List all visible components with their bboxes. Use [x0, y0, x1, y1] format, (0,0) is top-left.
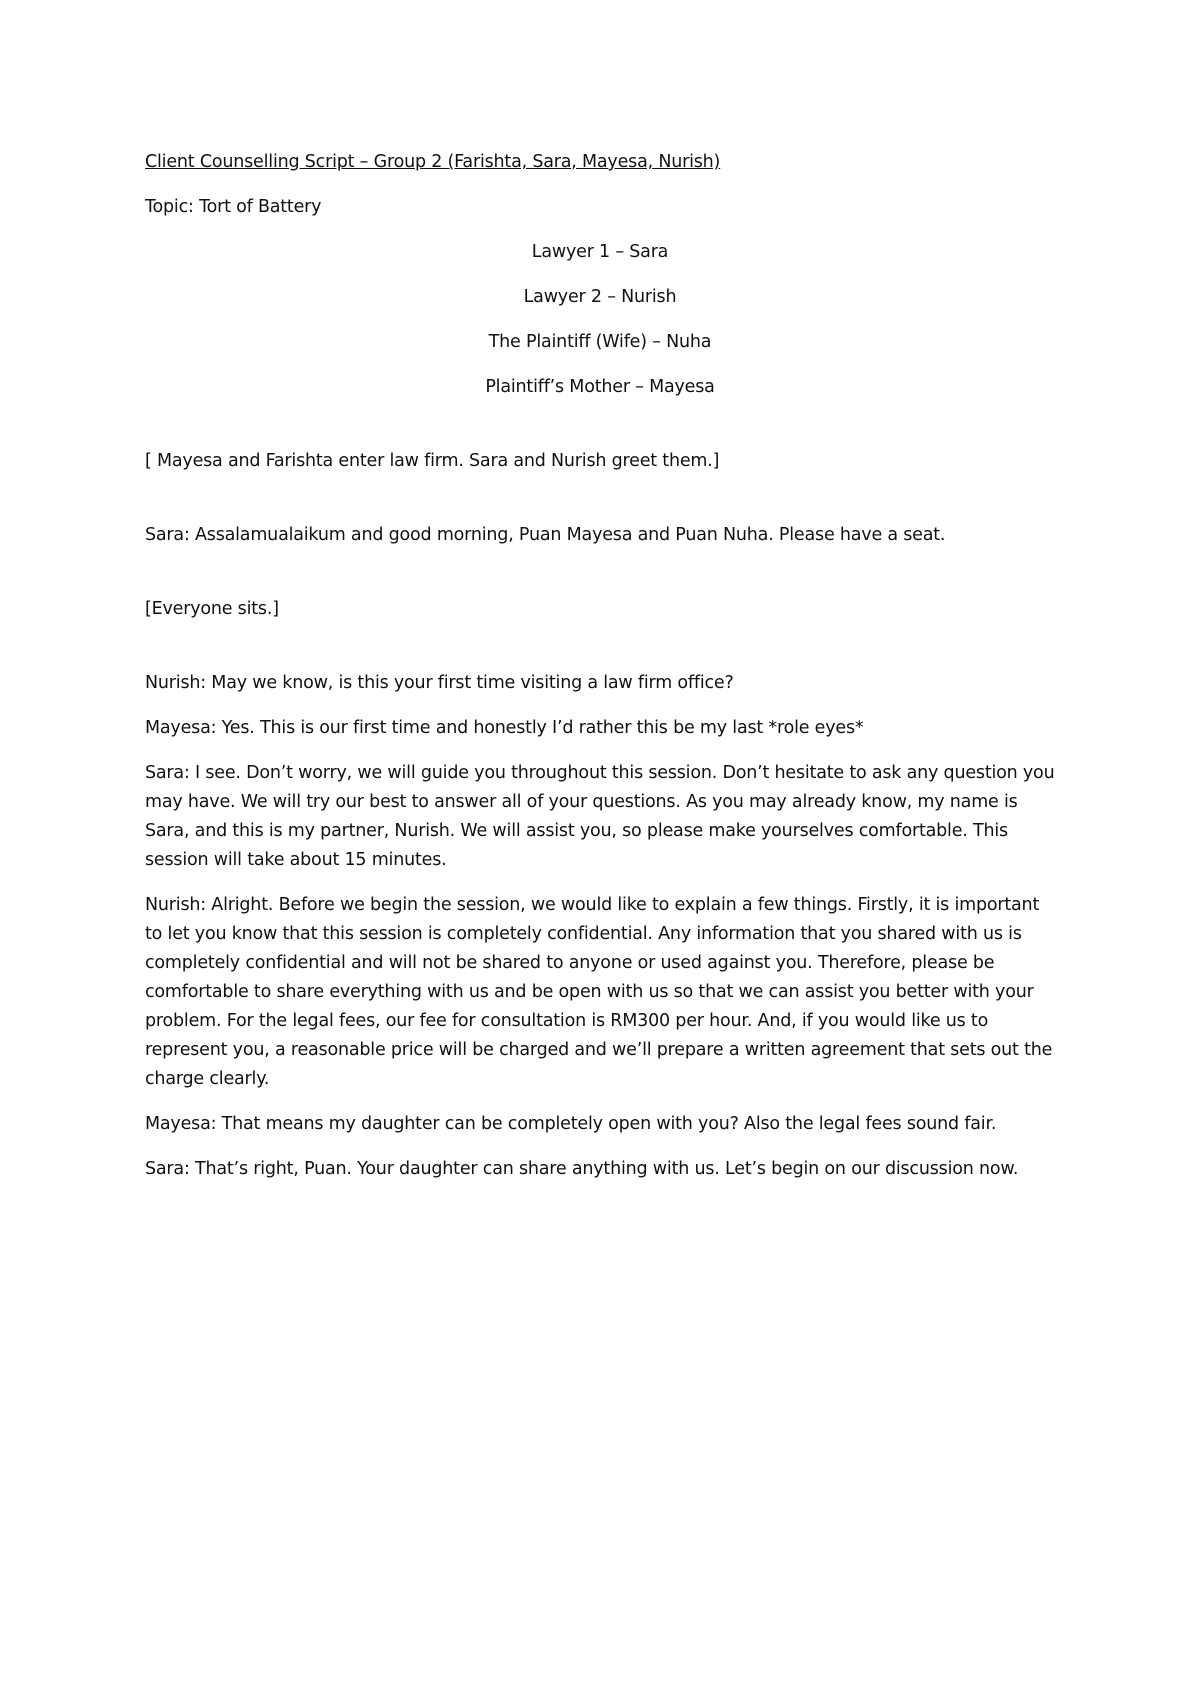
cast-plaintiff-mother: Plaintiff’s Mother – Mayesa — [485, 377, 715, 397]
dialogue-line: Nurish: May we know, is this your first time visiting a law firm office? — [145, 673, 734, 693]
dialogue-line: Nurish: Alright. Before we begin the session, we would like to explain a few things. Firstly, it is important to let you know that this session is completely confidential. Any information that you shared with us is completely confidential and will not be shared to anyone or used against you. Therefore, please be comfortable to share everything with us and be open with us so that we can assist you better with your problem. For the legal fees, our fee for consultation is RM300 per hour. And, if you would like us to represent you, a reasonable price will be charged and we’ll prepare a written agreement that sets out the charge clearly. — [145, 895, 1053, 1089]
document-title: Client Counselling Script – Group 2 (Farishta, Sara, Mayesa, Nurish) — [145, 152, 721, 172]
dialogue-line: Sara: That’s right, Puan. Your daughter can share anything with us. Let’s begin on our discussion now. — [145, 1159, 1019, 1179]
cast-plaintiff: The Plaintiff (Wife) – Nuha — [488, 332, 712, 352]
cast-lawyer-1: Lawyer 1 – Sara — [531, 242, 669, 262]
dialogue-line: Mayesa: Yes. This is our first time and honestly I’d rather this be my last *role eyes* — [145, 718, 864, 738]
cast-lawyer-2: Lawyer 2 – Nurish — [523, 287, 677, 307]
document-topic: Topic: Tort of Battery — [145, 197, 322, 217]
dialogue-line: Sara: I see. Don’t worry, we will guide you throughout this session. Don’t hesitate to ask any question you may have. We will try our best to answer all of your questions. As you may already know, my name is Sara, and this is my partner, Nurish. We will assist you, so please make yourselves comfortable. This session will take about 15 minutes. — [145, 763, 1055, 870]
dialogue-line: Mayesa: That means my daughter can be completely open with you? Also the legal fees sound fair. — [145, 1114, 997, 1134]
stage-direction-enter: [ Mayesa and Farishta enter law firm. Sara and Nurish greet them.] — [145, 451, 720, 471]
stage-direction-sits: [Everyone sits.] — [145, 599, 279, 619]
dialogue-line-greeting: Sara: Assalamualaikum and good morning, Puan Mayesa and Puan Nuha. Please have a seat. — [145, 525, 946, 545]
document-body — [145, 148, 1055, 1200]
